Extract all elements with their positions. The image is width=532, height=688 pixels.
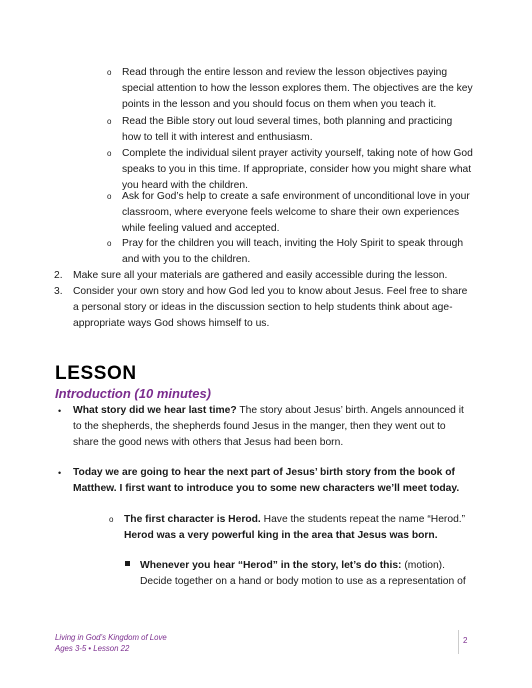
circle-bullet: o: [107, 239, 112, 248]
footer-meta: Ages 3-5 • Lesson 22: [55, 644, 130, 653]
section-title: Introduction (10 minutes): [55, 386, 211, 401]
circle-bullet: o: [107, 192, 112, 201]
prep-numbered-item: 2. Make sure all your materials are gathered and easily accessible during the lesson.: [54, 270, 448, 281]
prep-sub-item: o Ask for God’s help to create a safe environment of unconditional love in your classroom, where everyone feels welcome to share their own experiences while feeling valued and accepted.: [107, 191, 470, 235]
square-bullet: [125, 561, 130, 566]
page-number: 2: [463, 636, 468, 645]
lesson-bullet: • What story did we hear last time? The story about Jesus’ birth. Angels announced it to the shepherds, the shepherds found Jesus in the manger, then they went out to share the good news with others that Jesus had been born.: [58, 405, 464, 449]
footer-divider: [458, 630, 459, 654]
prep-sub-item: o Pray for the children you will teach, inviting the Holy Spirit to speak through and with you to the children.: [107, 238, 464, 266]
circle-bullet: o: [109, 515, 114, 524]
prep-sub-item: o Read through the entire lesson and review the lesson objectives paying special attention to how the lesson explores them. The objectives are the key points in the lesson and you should focus on them when you teach it.: [107, 67, 473, 111]
prep-sub-item: o Read the Bible story out loud several times, both planning and practicing how to tell it with interest and enthusiasm.: [107, 116, 453, 144]
lesson-bullet: • Today we are going to hear the next part of Jesus’ birth story from the book of Matthew. I first want to introduce you to some new characters we’ll meet today.: [58, 467, 460, 495]
lesson-square-point: Whenever you hear “Herod” in the story, let’s do this: (motion). Decide together on a hand or body motion to use as a representation of: [140, 558, 474, 590]
circle-bullet: o: [107, 68, 112, 77]
bullet-dot: •: [58, 468, 62, 478]
page-footer: [55, 632, 167, 654]
lesson-heading: LESSON: [55, 363, 137, 384]
circle-bullet: o: [107, 149, 112, 158]
circle-bullet: o: [107, 117, 112, 126]
prep-numbered-item: 3. Consider your own story and how God led you to know about Jesus. Feel free to share a personal story or ideas in the discussion section to help students think about age-appropriate ways God shows himself to us.: [54, 286, 468, 330]
prep-sub-item: o Complete the individual silent prayer activity yourself, taking note of how God speaks to you in this time. If appropriate, consider how you might share what you heard with the children.: [107, 148, 473, 192]
bullet-dot: •: [58, 406, 62, 416]
footer-title: Living in God’s Kingdom of Love: [55, 633, 167, 642]
lesson-sub-point: o The first character is Herod. Have the students repeat the name “Herod.” Herod was a very powerful king in the area that Jesus was born.: [109, 514, 466, 542]
